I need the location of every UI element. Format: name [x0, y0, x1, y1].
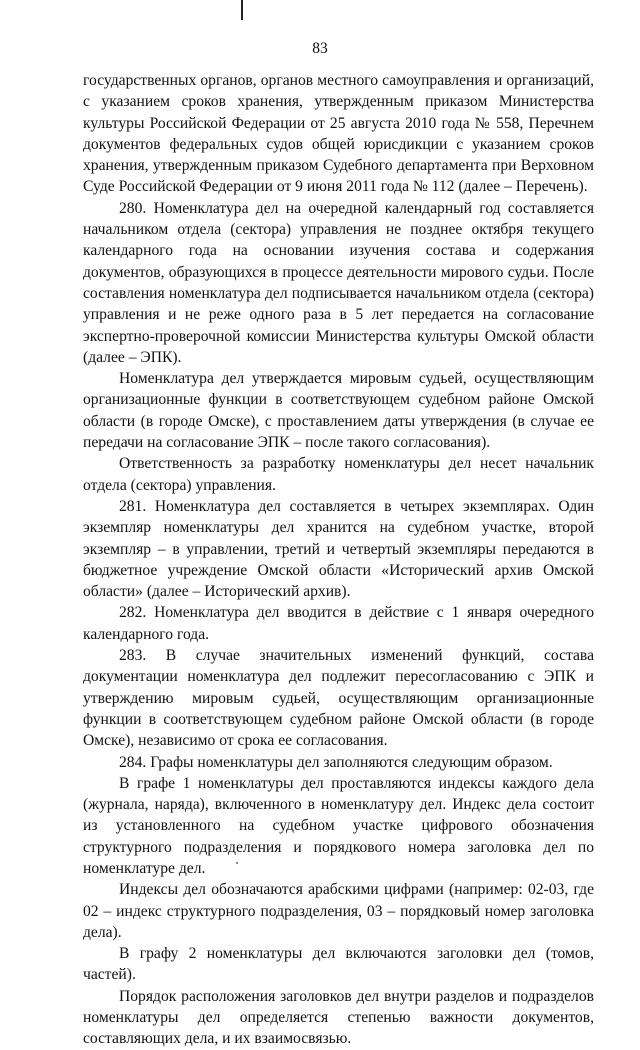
paragraph-281: 281. Номенклатура дел составляется в четырех экземплярах. Один экземпляр номенклатуры дел хранится на судебном участке, второй экземпляр – в управлении, третий и четвертый экземпляры передаются в бюджетное учреждение Омской области «Исторический архив Омской области» (далее – Исторический архив).: [83, 497, 594, 601]
paragraph-indexes: Индексы дел обозначаются арабскими цифрами (например: 02-03, где 02 – индекс структурного подразделения, 03 – порядковый номер заголовка дела).: [83, 881, 594, 941]
paragraph-column-1: В графе 1 номенклатуры дел проставляются индексы каждого дела (журнала, наряда), включенного в номенклатуру дел. Индекс дела состоит из установленного на судебном участке цифрового обозначения структурного подразделения и порядкового номера заголовка дел по номенклатуре дел.: [83, 774, 594, 877]
page-number: 83: [312, 40, 328, 57]
paragraph-280: 280. Номенклатура дел на очередной календарный год составляется начальником отдела (сектора) управления не позднее октября текущего календарного года на основании изучения состава и содержания документов, образующихся в процессе деятельности мирового судьи. После составления номенклатура дел подписывается начальником отдела (сектора) управления и не реже одного раза в 5 лет передается на согласование экспертно-проверочной комиссии Министерства культуры Омской области (далее – ЭПК).: [83, 199, 594, 366]
document-body: [83, 70, 594, 1050]
scan-speck: [236, 862, 238, 864]
top-margin-mark: [241, 0, 243, 20]
paragraph-order: Порядок расположения заголовков дел внутри разделов и подразделов номенклатуры дел определяется степенью важности документов, составляющих дела, и их взаимосвязью.: [83, 987, 594, 1048]
paragraph-approval: Номенклатура дел утверждается мировым судьей, осуществляющим организационные функции в соответствующем судебном районе Омской области (в городе Омске), с проставлением даты утверждения (в случае ее передачи на согласование ЭПК – после такого согласования).: [83, 370, 594, 452]
paragraph-284: 284. Графы номенклатуры дел заполняются следующим образом.: [119, 753, 553, 771]
paragraph-column-2: В графу 2 номенклатуры дел включаются заголовки дел (томов, частей).: [83, 945, 594, 984]
paragraph-responsibility: Ответственность за разработку номенклатуры дел несет начальник отдела (сектора) управления.: [83, 455, 594, 494]
paragraph-282: 282. Номенклатура дел вводится в действие с 1 января очередного календарного года.: [83, 604, 594, 643]
paragraph-continuation: государственных органов, органов местного самоуправления и организаций, с указанием сроков хранения, утвержденным приказом Министерства культуры Российской Федерации от 25 августа 2010 года № 558, Перечнем документов федеральных судов общей юрисдикции с указанием сроков хранения, утвержденным приказом Судебного департамента при Верховном Суде Российской Федерации от 9 июня 2011 года № 112 (далее – Перечень).: [83, 72, 594, 196]
paragraph-283: 283. В случае значительных изменений функций, состава документации номенклатура дел подлежит пересогласованию с ЭПК и утверждению мировым судьей, осуществляющим организационные функции в соответствующем судебном районе Омской области (в городе Омске), независимо от срока ее согласования.: [83, 647, 594, 750]
